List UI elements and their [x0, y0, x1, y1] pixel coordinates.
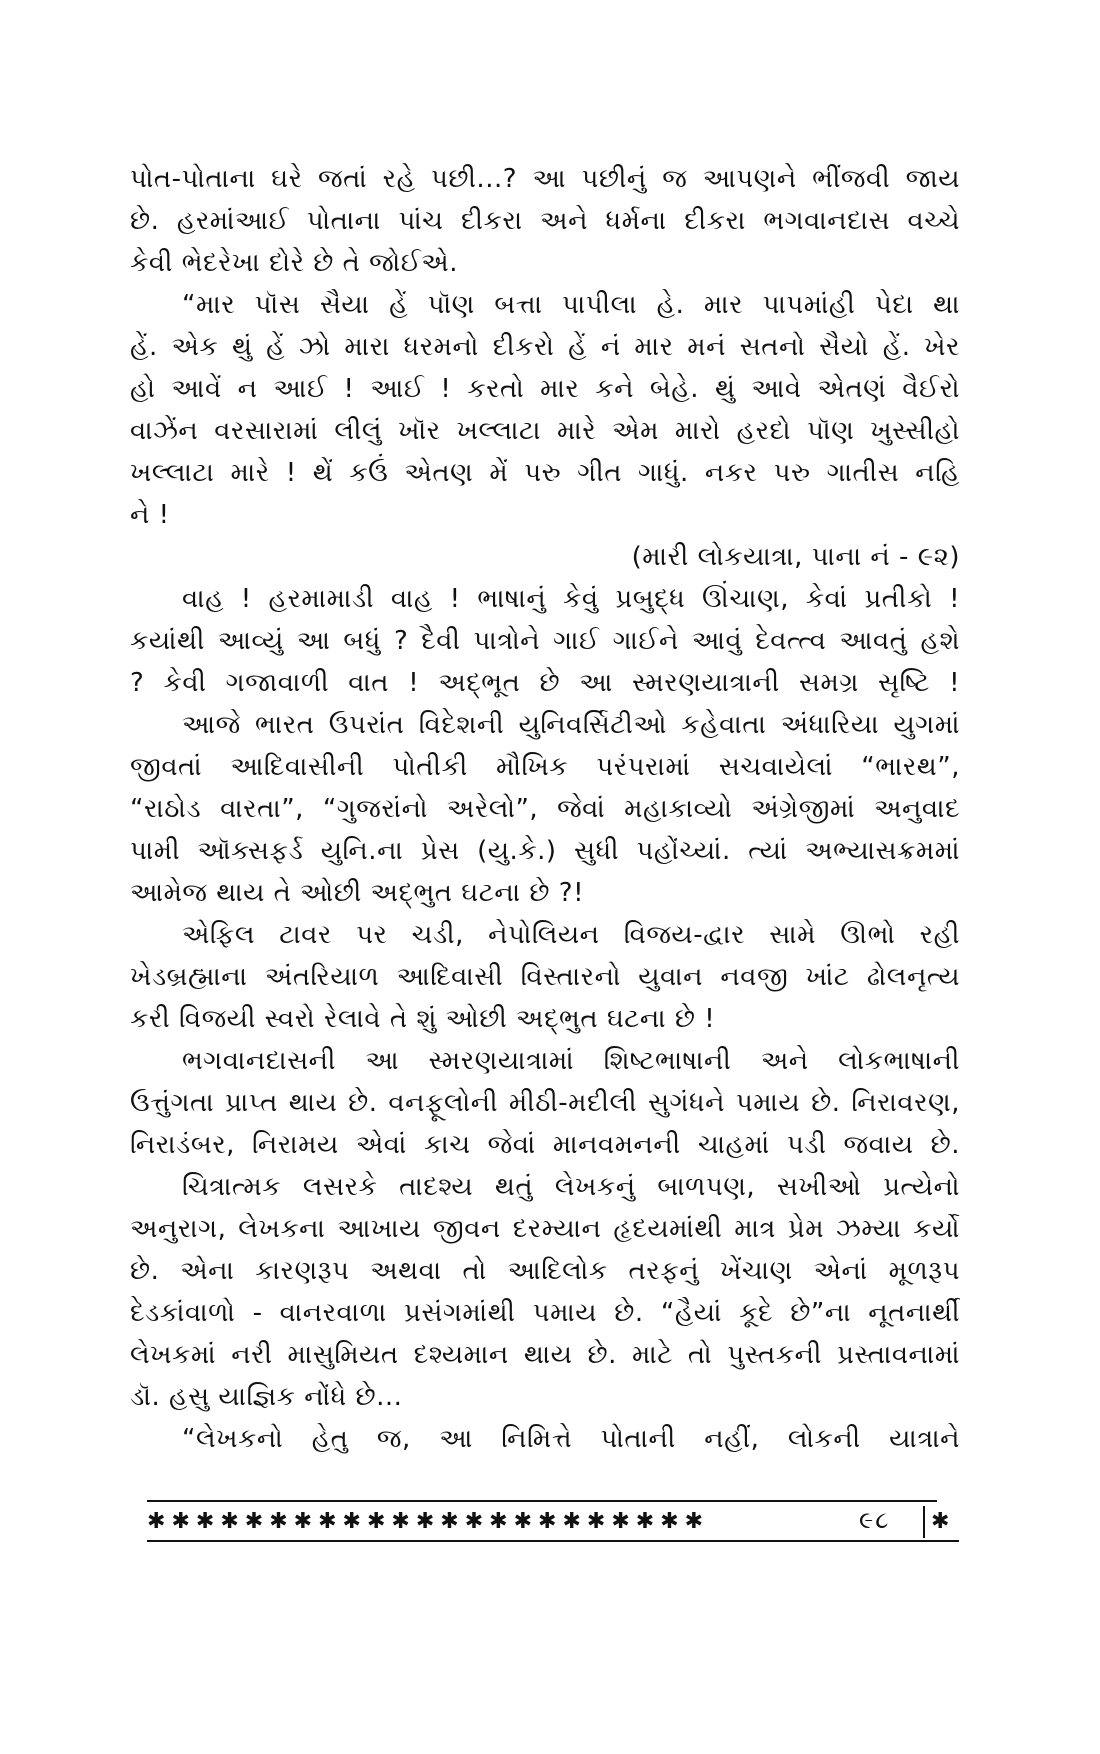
text-line: લેખકમાં નરી માસુમિયત દશ્યમાન થાય છે. માટે તો પુસ્તકની પ્રસ્તાવનામાં	[130, 1340, 960, 1370]
star-ornament-icon: ✱	[366, 1509, 386, 1534]
text-line: કરી વિજયી સ્વરો રેલાવે તે શું ઓછી અદ્ભુત ઘટના છે !	[130, 1004, 716, 1034]
text-line: કેવી ભેદરેખા દોરે છે તે જોઈએ.	[130, 248, 459, 278]
text-line: છે. હરમાંઆઈ પોતાના પાંચ દીકરા અને ધર્મના દીકરા ભગવાનદાસ વચ્ચે	[130, 206, 960, 236]
text-line: વાહ ! હરમામાડી વાહ ! ભાષાનું કેવું પ્રબુદ્ધ ઊંચાણ, કેવાં પ્રતીકો !	[182, 584, 960, 614]
star-ornament-icon: ✱	[391, 1509, 410, 1534]
star-ornament-icon: ✱	[171, 1509, 190, 1534]
star-ornament-icon: ✱	[220, 1509, 239, 1534]
star-ornament-icon: ✱	[342, 1509, 361, 1534]
text-line: “માર પૉસ સૈયા હેં પૉણ બત્તા પાપીલા હે. માર પાપમાંહી પેદા થા	[182, 290, 960, 320]
star-ornament-icon: ✱	[464, 1509, 484, 1534]
star-ornament-icon: ✱	[513, 1509, 532, 1534]
star-ornament-icon: ✱	[195, 1509, 215, 1534]
text-line: ઉત્તુંગતા પ્રાપ્ત થાય છે. વનફૂલોની મીઠી-મદીલી સુગંધને પમાય છે. નિરાવરણ,	[130, 1088, 960, 1118]
text-line: પોત-પોતાના ઘરે જતાં રહે પછી...? આ પછીનું જ આપણને ભીંજવી જાય	[130, 164, 960, 194]
text-line: નિરાડંબર, નિરામય એવાં કાચ જેવાં માનવમનની ચાહમાં પડી જવાય છે.	[130, 1130, 960, 1160]
page-footer	[147, 1500, 959, 1546]
text-line: અનુરાગ, લેખકના આખાય જીવન દરમ્યાન હૃદયમાંથી માત્ર પ્રેમ ઝમ્યા કર્યો	[130, 1214, 960, 1244]
text-line: ખેડબ્રહ્માના અંતરિયાળ આદિવાસી વિસ્તારનો યુવાન નવજી ખાંટ ઢોલનૃત્ય	[130, 962, 960, 992]
star-ornament-icon: ✱	[586, 1509, 606, 1534]
footer-star-ornament	[147, 1506, 703, 1538]
star-ornament-icon: ✱	[244, 1509, 264, 1534]
star-ornament-icon: ✱	[538, 1509, 557, 1534]
text-line: “રાઠોડ વારતા”, “ગુજરાંનો અરેલો”, જેવાં મહાકાવ્યો અંગ્રેજીમાં અનુવાદ	[130, 794, 960, 824]
citation-line: (મારી લોકયાત્રા, પાના નં - ૯૨)	[631, 542, 960, 572]
text-line: ડૉ. હસુ યાજ્ઞિક નોંધે છે...	[130, 1382, 403, 1412]
footer-bottom-rule	[147, 1540, 959, 1542]
star-ornament-icon: ✱	[318, 1509, 337, 1534]
text-line: પામી ઑક્સફર્ડ યુનિ.ના પ્રેસ (યુ.કે.) સુધી પહોંચ્યાં. ત્યાં અભ્યાસક્રમમાં	[130, 836, 960, 866]
star-ornament-icon: ✱	[293, 1509, 313, 1534]
text-line: ખલ્લાટા મારે ! થેં કઉં એતણ મેં પરુ ગીત ગાધું. નકર પરુ ગાતીસ નહિ	[130, 458, 960, 488]
text-line: હેં. એક થું હેં ઝો મારા ધરમનો દીકરો હેં નં માર મનં સતનો સૈયો હેં. ખેર	[130, 332, 960, 362]
text-line: “લેખકનો હેતુ જ, આ નિમિત્તે પોતાની નહીં, લોકની યાત્રાને	[182, 1424, 960, 1454]
text-line: કયાંથી આવ્યું આ બધું ? દૈવી પાત્રોને ગાઈ ગાઈને આવું દેવત્ત્વ આવતું હશે	[130, 626, 960, 656]
text-line: આમેજ થાય તે ઓછી અદ્ભુત ઘટના છે ?!	[130, 878, 584, 908]
star-ornament-icon: ✱	[489, 1509, 508, 1534]
footer-top-rule	[147, 1500, 937, 1502]
star-ornament-icon: ✱	[440, 1509, 459, 1534]
text-line: ભગવાનદાસની આ સ્મરણયાત્રામાં શિષ્ટભાષાની અને લોકભાષાની	[182, 1046, 960, 1076]
text-line: ને !	[130, 500, 170, 530]
star-ornament-icon: ✱	[684, 1509, 704, 1534]
footer-end-star: ✱	[923, 1506, 949, 1538]
star-ornament-icon: ✱	[635, 1509, 655, 1534]
page-number: ૯૮	[859, 1506, 891, 1534]
text-line: ? કેવી ગજાવાળી વાત ! અદ્ભૂત છે આ સ્મરણયાત્રાની સમગ્ર સૃષ્ટિ !	[130, 668, 960, 698]
star-ornament-icon: ✱	[611, 1509, 630, 1534]
star-ornament-icon: ✱	[415, 1509, 435, 1534]
text-line: એફિલ ટાવર પર ચડી, નેપોલિયન વિજય-દ્વાર સામે ઊભો રહી	[182, 920, 960, 950]
page-body	[130, 158, 960, 1460]
text-line: છે. એના કારણરૂપ અથવા તો આદિલોક તરફનું ખેંચાણ એનાં મૂળરૂપ	[130, 1256, 960, 1286]
text-line: દેડકાંવાળો - વાનરવાળા પ્રસંગમાંથી પમાય છે. “હૈયાં કૂદે છે”ના નૂતનાર્થી	[130, 1298, 960, 1328]
text-line: હો આવેં ન આઈ ! આઈ ! કરતો માર કને બેહે. થું આવે એતણં વૈઈરો	[130, 374, 960, 404]
star-ornament-icon: ✱	[269, 1509, 288, 1534]
star-ornament-icon: ✱	[660, 1509, 679, 1534]
text-line: આજે ભારત ઉપરાંત વિદેશની યુનિવર્સિટીઓ કહેવાતા અંધારિયા યુગમાં	[182, 710, 960, 740]
text-line: ચિત્રાત્મક લસરકે તાદશ્ય થતું લેખકનું બાળપણ, સખીઓ પ્રત્યેનો	[182, 1172, 960, 1202]
text-line: વાઝેંન વરસારામાં લીલું ખૉર ખલ્લાટા મારે એમ મારો હરદો પૉણ ખુસ્સીહો	[130, 416, 960, 446]
star-ornament-icon: ✱	[562, 1509, 581, 1534]
text-line: જીવતાં આદિવાસીની પોતીકી મૌખિક પરંપરામાં સચવાયેલાં “ભારથ”,	[130, 752, 960, 782]
star-ornament-icon: ✱	[147, 1509, 166, 1534]
